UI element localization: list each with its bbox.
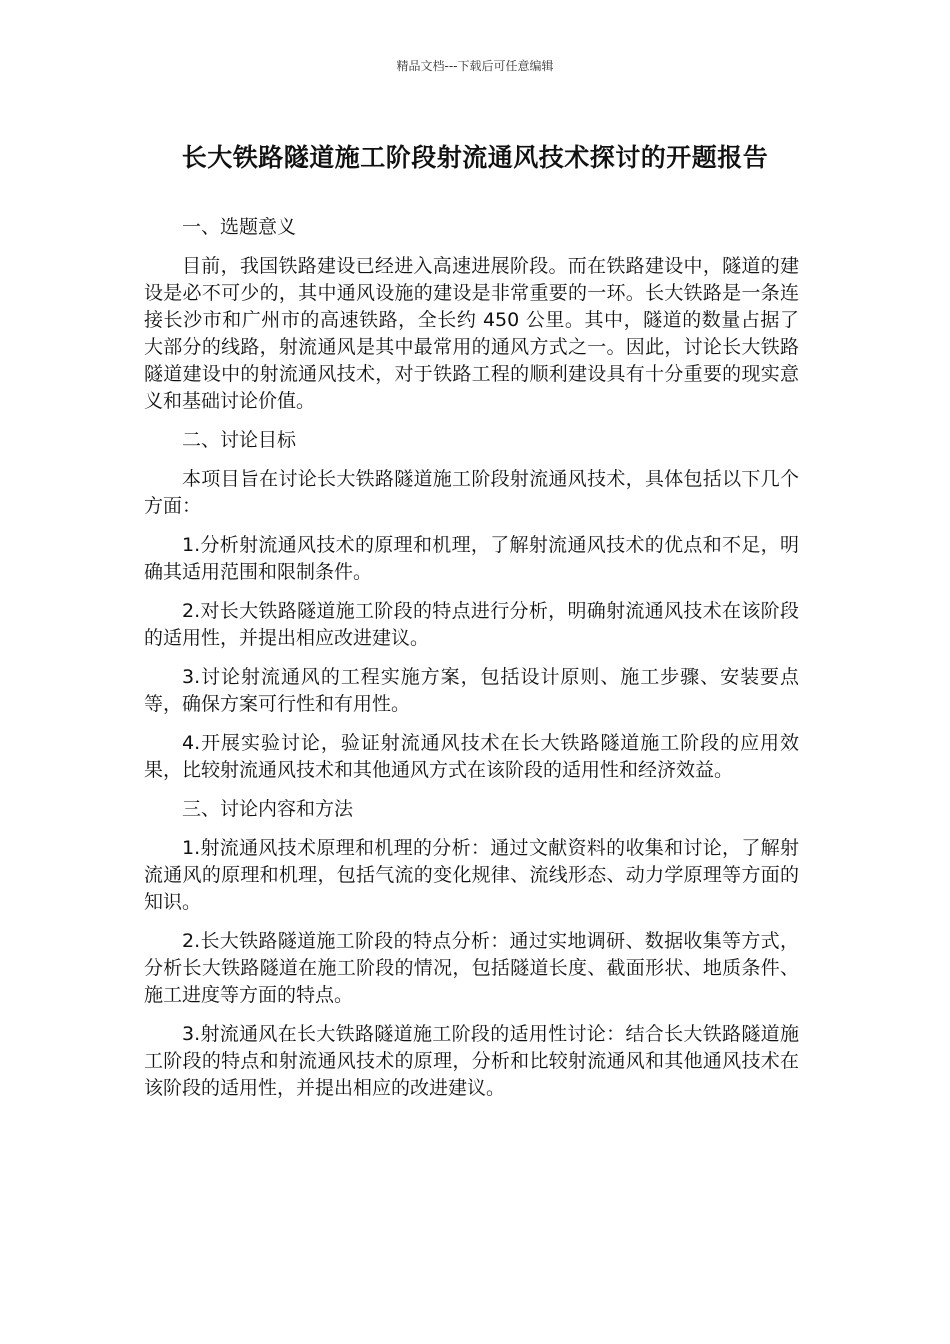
section-heading-2: 二、讨论目标 [182, 429, 297, 451]
page-header: 精品文档---下载后可任意编辑 [396, 59, 554, 73]
list-item: 3.讨论射流通风的工程实施方案，包括设计原则、施工步骤、安装要点等，确保方案可行性和有用性。 [144, 666, 799, 715]
list-item: 1.分析射流通风技术的原理和机理，了解射流通风技术的优点和不足，明确其适用范围和限制条件。 [144, 534, 799, 583]
list-item: 2.长大铁路隧道施工阶段的特点分析：通过实地调研、数据收集等方式，分析长大铁路隧道在施工阶段的情况，包括隧道长度、截面形状、地质条件、施工进度等方面的特点。 [144, 930, 799, 1006]
paragraph-significance: 目前，我国铁路建设已经进入高速进展阶段。而在铁路建设中，隧道的建设是必不可少的，其中通风设施的建设是非常重要的一环。长大铁路是一条连接长沙市和广州市的高速铁路，全长约 450 公里。其中，隧道的数量占据了大部分的线路，射流通风是其中最常用的通风方式之一。因此，讨论长大铁路隧道建设中的射流通风技术，对于铁路工程的顺利建设具有十分重要的现实意义和基础讨论价值。 [144, 255, 799, 412]
list-item: 4.开展实验讨论，验证射流通风技术在长大铁路隧道施工阶段的应用效果，比较射流通风技术和其他通风方式在该阶段的适用性和经济效益。 [144, 732, 799, 781]
list-item: 2.对长大铁路隧道施工阶段的特点进行分析，明确射流通风技术在该阶段的适用性，并提出相应改进建议。 [144, 600, 799, 649]
document-body [144, 214, 799, 1114]
paragraph-goals-intro: 本项目旨在讨论长大铁路隧道施工阶段射流通风技术，具体包括以下几个方面： [144, 468, 799, 517]
list-item: 1.射流通风技术原理和机理的分析：通过文献资料的收集和讨论，了解射流通风的原理和机理，包括气流的变化规律、流线形态、动力学原理等方面的知识。 [144, 837, 799, 913]
section-heading-1: 一、选题意义 [182, 216, 297, 238]
list-item: 3.射流通风在长大铁路隧道施工阶段的适用性讨论：结合长大铁路隧道施工阶段的特点和射流通风技术的原理，分析和比较射流通风和其他通风技术在该阶段的适用性，并提出相应的改进建议。 [144, 1023, 799, 1099]
section-heading-3: 三、讨论内容和方法 [182, 798, 354, 820]
document-title: 长大铁路隧道施工阶段射流通风技术探讨的开题报告 [181, 143, 769, 172]
